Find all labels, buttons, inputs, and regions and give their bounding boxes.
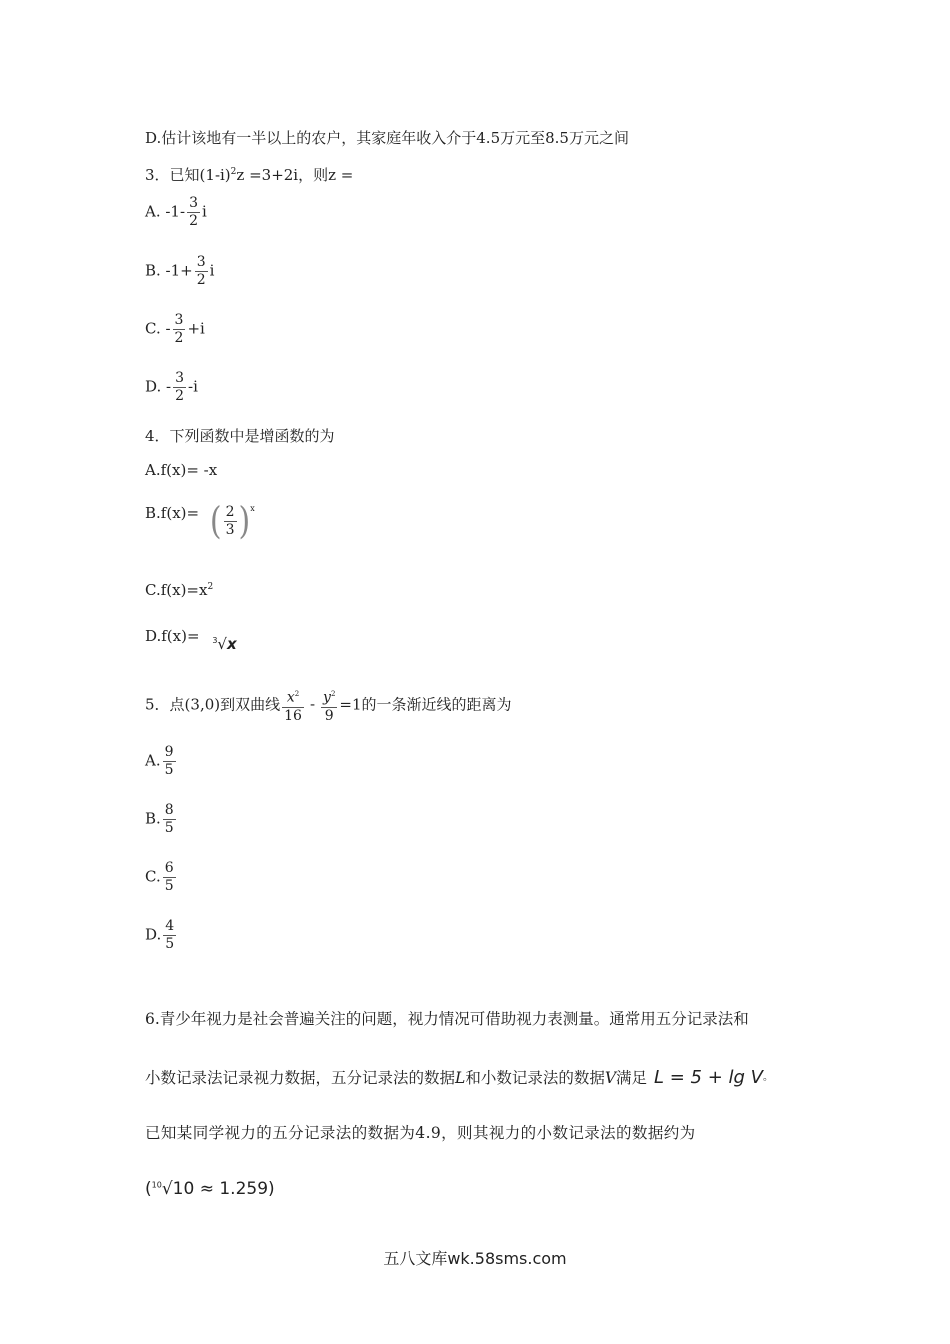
formula-l-5-lgv: L = 5 + lg V bbox=[653, 1067, 763, 1088]
exponent: x bbox=[250, 504, 255, 513]
q3-option-c bbox=[145, 312, 205, 347]
q3-stem-b: z =3+2i，则z = bbox=[236, 166, 354, 184]
q3-option-b bbox=[145, 254, 214, 289]
fraction: $\frac{3}{2}$ bbox=[189, 195, 198, 229]
question-5-stem bbox=[145, 686, 512, 725]
q3-c-pre: C. - bbox=[145, 319, 171, 338]
q3-c-post: +i bbox=[187, 319, 205, 338]
cube-root: $^3$√x bbox=[212, 635, 237, 653]
q5-post: =1的一条渐近线的距离为 bbox=[339, 695, 512, 714]
fraction: $\frac{3}{2}$ bbox=[196, 254, 206, 288]
q6-line-1: 6.青少年视力是社会普遍关注的问题，视力情况可借助视力表测量。通常用五分记录法和 bbox=[145, 1010, 749, 1028]
fraction-x2-16: $\frac{x^2}{16}$ bbox=[284, 689, 302, 724]
q4-b-pre: B.f(x)= bbox=[145, 504, 200, 522]
fraction-y2-9: $\frac{y^2}{9}$ bbox=[323, 689, 336, 724]
q3-b-pre: B. -1+ bbox=[145, 261, 193, 280]
q3-option-d bbox=[145, 370, 198, 405]
fraction: $\frac{2}{3}$ bbox=[225, 504, 235, 538]
fraction: $\frac{4}{5}$ bbox=[165, 918, 175, 952]
q4-option-c bbox=[145, 577, 213, 600]
q5-minus: - bbox=[309, 695, 316, 714]
q3-option-a bbox=[145, 195, 207, 230]
paren-fraction bbox=[209, 499, 255, 543]
q3-a-pre: A. -1- bbox=[145, 202, 186, 221]
fraction: $\frac{6}{5}$ bbox=[164, 860, 174, 894]
q5-option-c: C. $\frac{6}{5}$ bbox=[145, 860, 174, 894]
q6-line-3: 已知某同学视力的五分记录法的数据为4.9，则其视力的小数记录法的数据约为 bbox=[145, 1124, 696, 1142]
q4-c-sup: 2 bbox=[207, 582, 214, 592]
question-4-stem: 4．下列函数中是增函数的为 bbox=[145, 427, 335, 445]
q4-d-pre: D.f(x)= bbox=[145, 627, 200, 645]
q3-stem-sup: 2 bbox=[230, 167, 237, 177]
right-paren: ) bbox=[238, 499, 251, 543]
footer-watermark: 五八文库wk.58sms.com bbox=[383, 1249, 567, 1268]
q5-option-a: A. $\frac{9}{5}$ bbox=[145, 744, 174, 778]
q3-a-post: i bbox=[201, 202, 207, 221]
q6-hint: ($^{10}$√10 ≈ 1.259) bbox=[145, 1179, 275, 1199]
q4-option-a: A.f(x)= -x bbox=[145, 461, 218, 479]
q5-option-d: D. $\frac{4}{5}$ bbox=[145, 918, 175, 952]
fraction: $\frac{3}{2}$ bbox=[174, 312, 184, 346]
q6-line-2: 小数记录法记录视力数据，五分记录法的数据L和小数记录法的数据V满足 L = 5 + lg V。 bbox=[145, 1067, 773, 1088]
q5-pre: 5．点(3,0)到双曲线 bbox=[145, 695, 281, 714]
q3-b-post: i bbox=[209, 261, 215, 280]
q3-stem-a: 3．已知(1-i) bbox=[145, 166, 231, 184]
q3-d-pre: D. - bbox=[145, 377, 172, 396]
q4-option-d bbox=[145, 627, 237, 653]
fraction: $\frac{8}{5}$ bbox=[164, 802, 174, 836]
left-paren: ( bbox=[209, 499, 222, 543]
q5-option-b: B. $\frac{8}{5}$ bbox=[145, 802, 174, 836]
q3-d-post: -i bbox=[188, 377, 198, 396]
option-d-previous: D.估计该地有一半以上的农户，其家庭年收入介于4.5万元至8.5万元之间 bbox=[145, 129, 629, 147]
q4-c-pre: C.f(x)=x bbox=[145, 581, 208, 599]
question-3-stem bbox=[145, 162, 353, 185]
fraction: $\frac{3}{2}$ bbox=[175, 370, 185, 404]
fraction: $\frac{9}{5}$ bbox=[164, 744, 174, 778]
q4-option-b bbox=[145, 499, 255, 543]
